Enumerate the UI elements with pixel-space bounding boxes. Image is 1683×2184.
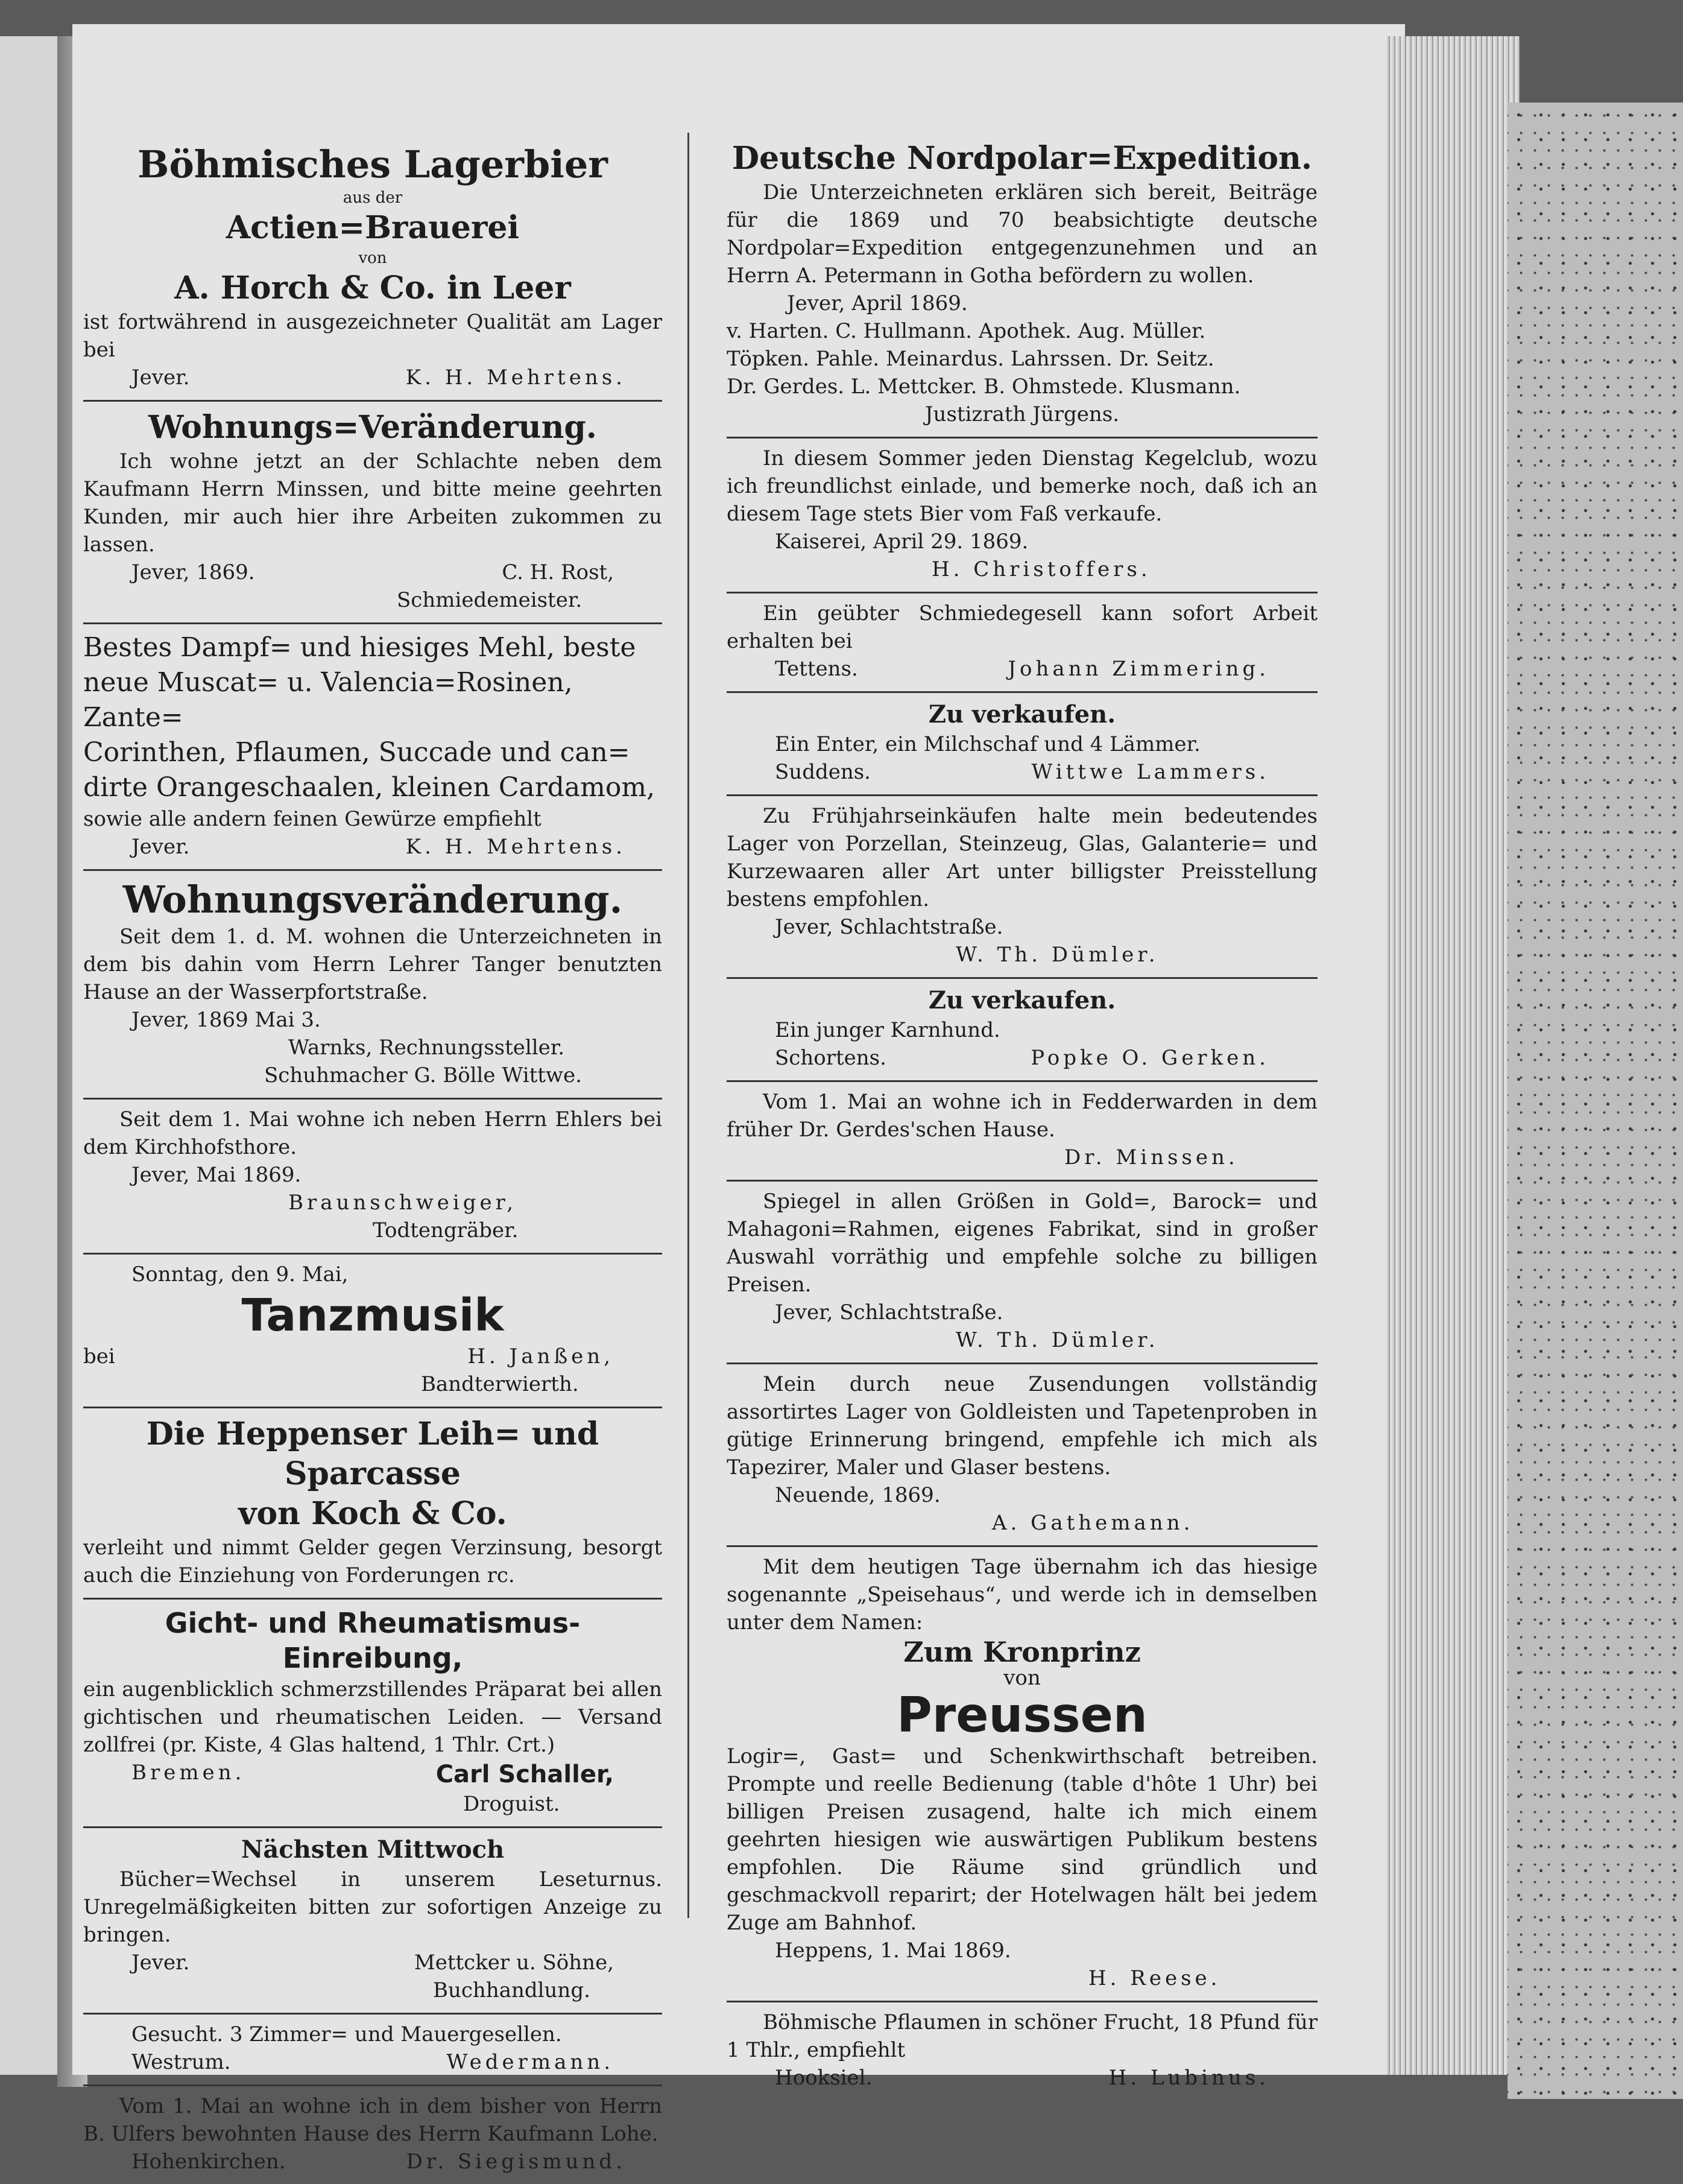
ad-signature: Popke O. Gerken. <box>1031 1046 1269 1070</box>
ad-signature: K. H. Mehrtens. <box>405 835 626 859</box>
ad-names: Justizrath Jürgens. <box>924 402 1120 426</box>
ad-porzellan <box>727 796 1318 979</box>
ad-signature: Carl Schaller, <box>435 1761 614 1788</box>
ad-date: Heppens, 1. Mai 1869. <box>775 1939 1011 1963</box>
ad-mittwoch <box>83 1828 662 2015</box>
ad-body: Mein durch neue Zusendungen vollständig assortirtes Lager von Goldleisten und Tapetenproben in gütige Erinnerung bringend, empfehle ich mich als Tapezirer, Maler und Glaser bestens. <box>727 1372 1318 1480</box>
ad-verkaufen-1 <box>727 693 1318 796</box>
ad-signature-title: Buchhandlung. <box>433 1978 590 2002</box>
book-cover-speckled <box>1508 103 1683 2099</box>
ad-title: Deutsche Nordpolar=Expedition. <box>732 140 1312 177</box>
ad-signature: H. Reese. <box>1088 1966 1221 1990</box>
ad-place: Jever. <box>131 835 190 859</box>
ad-nordpolar <box>727 133 1318 438</box>
ad-place: Jever. <box>131 366 190 390</box>
ad-signature: H. Christoffers. <box>932 557 1151 581</box>
ad-pflaumen <box>727 2002 1318 2100</box>
ad-date: Jever, Mai 1869. <box>131 1163 302 1187</box>
ad-verkaufen-2 <box>727 979 1318 1082</box>
ad-gicht <box>83 1600 662 1828</box>
ad-title: Böhmisches Lagerbier <box>137 142 608 186</box>
ad-line: dirte Orangeschaalen, kleinen Cardamom, <box>83 772 655 803</box>
ad-signature: K. H. Mehrtens. <box>405 366 626 390</box>
ad-signature: Wittwe Lammers. <box>1031 760 1269 784</box>
ad-mehl <box>83 624 662 871</box>
ad-place: Bremen. <box>131 1761 245 1785</box>
ad-place: Tettens. <box>775 657 858 681</box>
ad-title: Preussen <box>897 1687 1148 1743</box>
ad-signature-title: Bandterwierth. <box>421 1372 579 1396</box>
ad-line: Bestes Dampf= und hiesiges Mehl, beste <box>83 632 636 663</box>
ad-names: Töpken. Pahle. Meinardus. Lahrssen. Dr. Seitz. <box>727 347 1214 371</box>
ad-body: verleiht und nimmt Gelder gegen Verzinsung, besorgt auch die Einziehung von Forderungen rc. <box>83 1536 662 1587</box>
ad-line: sowie alle andern feinen Gewürze empfiehlt <box>83 807 542 831</box>
right-column <box>727 133 1318 2100</box>
ad-body: Ein Enter, ein Milchschaf und 4 Lämmer. <box>775 732 1201 756</box>
ad-body: Böhmische Pflaumen in schöner Frucht, 18 Pfund für 1 Thlr., empfiehlt <box>727 2010 1318 2062</box>
ad-place: Suddens. <box>775 760 871 784</box>
left-column <box>83 136 662 2184</box>
ad-schmiedegesell <box>727 593 1318 693</box>
ad-tanzmusik <box>83 1255 662 1408</box>
ad-siegismund <box>83 2086 662 2184</box>
ad-body: Vom 1. Mai an wohne ich in dem bisher von Herrn B. Ulfers bewohnten Hause des Herrn Kaufmann Lohe. <box>83 2094 662 2146</box>
ad-title: Gicht- und Rheumatismus-Einreibung, <box>165 1607 581 1674</box>
ad-place: Westrum. <box>131 2050 231 2074</box>
ad-kronprinz <box>727 1547 1318 2002</box>
ad-signature: H. Janßen, <box>467 1344 614 1369</box>
ad-title: Zu verkaufen. <box>928 986 1116 1014</box>
ad-title: Wohnungsveränderung. <box>122 878 623 922</box>
ad-body: Ein junger Karnhund. <box>775 1018 1000 1042</box>
ad-body: Logir=, Gast= und Schenkwirthschaft betreiben. Prompte und reelle Bedienung (table d'hôte 1 Uhr) bei billigen Preisen zusagend, halte ich mich einem geehrten hiesigen wie auswärtigen Publikum bestens empfohlen. Die Räume sind gründlich und geschmackvoll reparirt; der Hotelwagen hält bei jedem Zuge am Bahnhof. <box>727 1744 1318 1935</box>
ad-body: Ich wohne jetzt an der Schlachte neben dem Kaufmann Herrn Minssen, und bitte meine geehrten Kunden, mir auch hier ihre Arbeiten zukommen zu lassen. <box>83 449 662 557</box>
ad-minssen <box>727 1082 1318 1182</box>
ad-date: Sonntag, den 9. Mai, <box>131 1262 349 1287</box>
ad-signature: Wedermann. <box>446 2050 614 2074</box>
ad-line: von <box>1003 1666 1041 1690</box>
ad-lagerbier <box>83 136 662 402</box>
ad-line: Gesucht. 3 Zimmer= und Mauergesellen. <box>131 2022 562 2046</box>
ad-wohnungsveraenderung <box>83 871 662 1100</box>
ad-body: Zu Frühjahrseinkäufen halte mein bedeutendes Lager von Porzellan, Steinzeug, Glas, Galanterie= und Kurzewaaren aller Art unter billigster Preisstellung bestens empfohlen. <box>727 804 1318 911</box>
ad-signature-title: Droguist. <box>463 1792 560 1816</box>
ad-body: Die Unterzeichneten erklären sich bereit, Beiträge für die 1869 und 70 beabsichtigte deutsche Nordpolar=Expedition entgegenzunehmen und an Herrn A. Petermann in Gotha befördern zu wollen. <box>727 180 1318 288</box>
ad-signature: Schuhmacher G. Bölle Wittwe. <box>264 1063 582 1087</box>
ad-title: Zum Kronprinz <box>903 1636 1141 1668</box>
ad-spiegel <box>727 1182 1318 1364</box>
ad-line: Corinthen, Pflaumen, Succade und can= <box>83 737 630 768</box>
ad-names: Dr. Gerdes. L. Mettcker. B. Ohmstede. Klusmann. <box>727 375 1241 399</box>
ad-intro: Mit dem heutigen Tage übernahm ich das hiesige sogenannte „Speisehaus“, und werde ich in demselben unter dem Namen: <box>727 1555 1318 1635</box>
ad-body: Seit dem 1. Mai wohne ich neben Herrn Ehlers bei dem Kirchhofsthore. <box>83 1107 662 1159</box>
ad-place: Hooksiel. <box>775 2066 873 2090</box>
ad-body: Seit dem 1. d. M. wohnen die Unterzeichneten in dem bis dahin vom Herrn Lehrer Tanger benutzten Hause an der Wasserpfortstraße. <box>83 925 662 1004</box>
ad-kegelclub <box>727 438 1318 593</box>
ad-signature: Braunschweiger, <box>288 1191 517 1215</box>
page-edges <box>1387 36 1520 2075</box>
ad-gesucht <box>83 2015 662 2086</box>
ad-signature-title: Todtengräber. <box>373 1218 519 1242</box>
ad-line: Actien=Brauerei <box>226 209 520 246</box>
ad-place: Jever. <box>131 1951 190 1975</box>
ad-place: Jever, Schlachtstraße. <box>775 1300 1003 1325</box>
ad-body: Ein geübter Schmiedegesell kann sofort Arbeit erhalten bei <box>727 601 1318 653</box>
ad-date: Kaiserei, April 29. 1869. <box>775 530 1029 554</box>
ad-body: ist fortwährend in ausgezeichneter Qualität am Lager bei <box>83 310 662 362</box>
ad-signature: Johann Zimmering. <box>1008 657 1269 681</box>
ad-gathemann <box>727 1364 1318 1547</box>
ad-signature: A. Gathemann. <box>992 1511 1194 1535</box>
ad-line: neue Muscat= u. Valencia=Rosinen, Zante= <box>83 667 573 733</box>
ad-line: A. Horch & Co. in Leer <box>174 270 571 306</box>
ad-line: aus der <box>343 189 403 207</box>
ad-braunschweiger <box>83 1100 662 1255</box>
ad-wohnungs-veraenderung <box>83 402 662 624</box>
ad-sparcasse <box>83 1408 662 1600</box>
ad-place: Jever, Schlachtstraße. <box>775 915 1003 939</box>
ad-signature: Warnks, Rechnungssteller. <box>288 1036 565 1060</box>
ad-place: Neuende, 1869. <box>775 1483 941 1507</box>
ad-title: Wohnungs=Veränderung. <box>148 409 597 446</box>
ad-signature-title: Schmiedemeister. <box>397 588 583 612</box>
ad-title: Zu verkaufen. <box>928 700 1116 729</box>
ad-signature: Dr. Minssen. <box>1064 1145 1239 1170</box>
column-divider <box>687 133 689 1918</box>
ad-body: In diesem Sommer jeden Dienstag Kegelclub, wozu ich freundlichst einlade, und bemerke noch, daß ich an diesem Tage stets Bier vom Faß verkaufe. <box>727 446 1318 526</box>
ad-date: Jever, April 1869. <box>787 291 968 315</box>
ad-title: Die Heppenser Leih= und Sparcasse <box>146 1416 599 1492</box>
ad-title: Tanzmusik <box>241 1290 504 1341</box>
ad-names: v. Harten. C. Hullmann. Apothek. Aug. Müller. <box>727 319 1206 343</box>
ad-body: Bücher=Wechsel in unserem Leseturnus. Unregelmäßigkeiten bitten zur sofortigen Anzeige zu bringen. <box>83 1867 662 1947</box>
ad-title: von Koch & Co. <box>238 1495 507 1532</box>
ad-title: Nächsten Mittwoch <box>241 1835 505 1864</box>
ad-signature: W. Th. Dümler. <box>956 1328 1159 1352</box>
ad-signature: W. Th. Dümler. <box>956 943 1159 967</box>
ad-signature: Mettcker u. Söhne, <box>414 1951 614 1975</box>
ad-body: ein augenblicklich schmerzstillendes Präparat bei allen gichtischen und rheumatischen Leiden. — Versand zollfrei (pr. Kiste, 4 Glas haltend, 1 Thlr. Crt.) <box>83 1677 662 1757</box>
ad-signature: H. Lubinus. <box>1108 2066 1269 2090</box>
ad-signature: C. H. Rost, <box>502 560 614 584</box>
ad-place: Jever, 1869. <box>131 560 255 584</box>
ad-body: Vom 1. Mai an wohne ich in Fedderwarden in dem früher Dr. Gerdes'schen Hause. <box>727 1090 1318 1142</box>
ad-signature: Dr. Siegismund. <box>406 2150 626 2174</box>
ad-body: Spiegel in allen Größen in Gold=, Barock= und Mahagoni=Rahmen, eigenes Fabrikat, sind in großer Auswahl vorräthig und empfehle solche zu billigen Preisen. <box>727 1189 1318 1297</box>
ad-date: Jever, 1869 Mai 3. <box>131 1008 321 1032</box>
ad-place: Hohenkirchen. <box>131 2150 286 2174</box>
ad-place: Schortens. <box>775 1046 886 1070</box>
ad-line: bei <box>83 1344 115 1369</box>
ad-line: von <box>358 249 387 267</box>
